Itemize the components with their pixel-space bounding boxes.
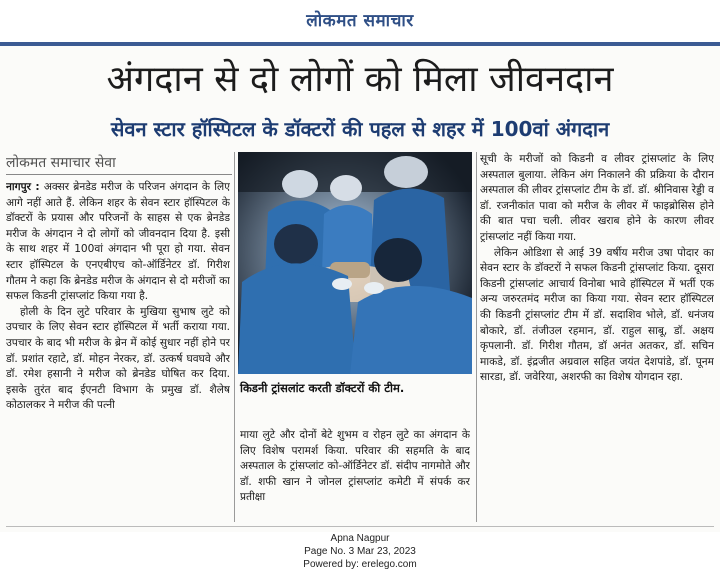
paragraph: सूची के मरीजों को किडनी व लीवर ट्रांसप्लांट के लिए अस्पताल बुलाया. लेकिन अंग निकालने की प्रक्रिया के दौरान अस्पताल की लीवर ट्रांसप्लांट टीम के डॉ. डॉ. श्रीनिवास रेड्डी व डॉ. रजनीकांत पावा को मरीज के लीवर में फाइब्रोसिस होने की बात पचा चली. लीवर खराब होने के कारण लीवर ट्रांसप्लांट नहीं किया गया.: [480, 153, 714, 243]
column-divider: [234, 152, 235, 522]
paragraph: लेकिन ओडिशा से आई 39 वर्षीय मरीज उषा पोदार का सेवन स्टार के डॉक्टरों ने सफल किडनी ट्रांसप्लांट किया. दूसरा किडनी ट्रांसप्लांट आचार्य विनोबा भावे हॉस्पिटल में भर्ती एक अन्य जरुरतमंद मरीज का किया गया. सेवन स्टार हॉस्पिटल की किडनी ट्रांसप्लांट टीम में डॉ. सदाशिव भोले, डॉ. धनंजय बोकारे, डॉ. तंजीउल रहमान, डॉ. राहुल साबू, डॉ. अक्षय कृपलानी. डॉ. गिरीश गौतम, डॉ अनंत अतकर, डॉ. सचिन माकडे, डॉ. इंद्रजीत अग्रवाल सहित जयंत देशपांडे, डॉ. पूनम सारडा, डॉ. जवेरिया, अशरफी का विशेष योगदान रहा.: [480, 246, 714, 384]
bottom-rule: [6, 526, 714, 527]
masthead-rule: [0, 42, 720, 46]
article-column-1: [6, 180, 230, 524]
paragraph-text: अक्सर ब्रेनडेड मरीज के परिजन अंगदान के लिए आगे नहीं आते हैं. लेकिन शहर के सेवन स्टार हॉस्पिटल के डॉक्टरों के प्रयास और परिजनों के साहस से एक ब्रेनडेड मरीज के अंगदान ने दो लोगों को जीवनदान दिया है. इसी के साथ शहर में 100वां अंगदान भी पूरा हो गया. सेवन स्टार हॉस्पिटल के एनएबीएच को-ऑर्डिनेटर डॉ. गिरीश गौतम ने कहा कि ब्रेनडेड मरीज के अंगदान से दो मरीजों का सफल किडनी ट्रांसप्लांट किया गया है.: [6, 181, 230, 303]
footer-source: Apna Nagpur: [330, 533, 390, 544]
headline: अंगदान से दो लोगों को मिला जीवनदान: [106, 59, 614, 100]
footer-powered-by: Powered by: erelego.com: [303, 559, 417, 570]
article-column-2: [240, 428, 470, 524]
masthead-logo: लोकमत समाचार: [306, 11, 414, 31]
paragraph: [6, 180, 230, 305]
surgery-photo: [238, 152, 472, 374]
photo-caption: किडनी ट्रांसलांट करती डॉक्टरों की टीम.: [240, 381, 405, 395]
column-divider: [476, 152, 477, 522]
surgery-photo-illustration: [238, 152, 472, 374]
paragraph: होली के दिन लुटे परिवार के मुखिया सुभाष लुटे को उपचार के लिए सेवन स्टार हॉस्पिटल में भर्ती कराया गया. उपचार के बाद भी मरीज के ब्रेन में कोई सुधार नहीं होने पर डॉ. प्रशांत रहाटे, डॉ. मोहन नेरकर, डॉ. उत्कर्ष घवघवे और डॉ. रमेश हसानी ने मरीज को ब्रेनडेड घोषित कर दिया. इसके तुरंत बाद ईएनटी विभाग के प्रमुख डॉ. शैलेष कोठालकर ने मरीज की पत्नी: [6, 305, 230, 412]
masthead-bar: [0, 0, 720, 44]
clipping-footer: [0, 532, 720, 585]
article-column-3: [480, 152, 714, 522]
footer-page-info: Page No. 3 Mar 23, 2023: [304, 546, 416, 557]
dateline: नागपुर :: [6, 181, 40, 193]
subheadline: सेवन स्टार हॉस्पिटल के डॉक्टरों की पहल से शहर में 100वां अंगदान: [110, 117, 610, 141]
byline: लोकमत समाचार सेवा: [6, 152, 232, 175]
paragraph: माया लुटे और दोनों बेटे शुभम व रोहन लुटे का अंगदान के लिए विशेष परामर्श किया. परिवार की सहमति के बाद अस्पताल के ट्रांसप्लांट को-ऑर्डिनेटर डॉ. संदीप नागमोते और डॉ. शफी खान ने जोनल ट्रांसप्लांट कमेटी में संपर्क कर प्रतीक्षा: [240, 429, 470, 504]
